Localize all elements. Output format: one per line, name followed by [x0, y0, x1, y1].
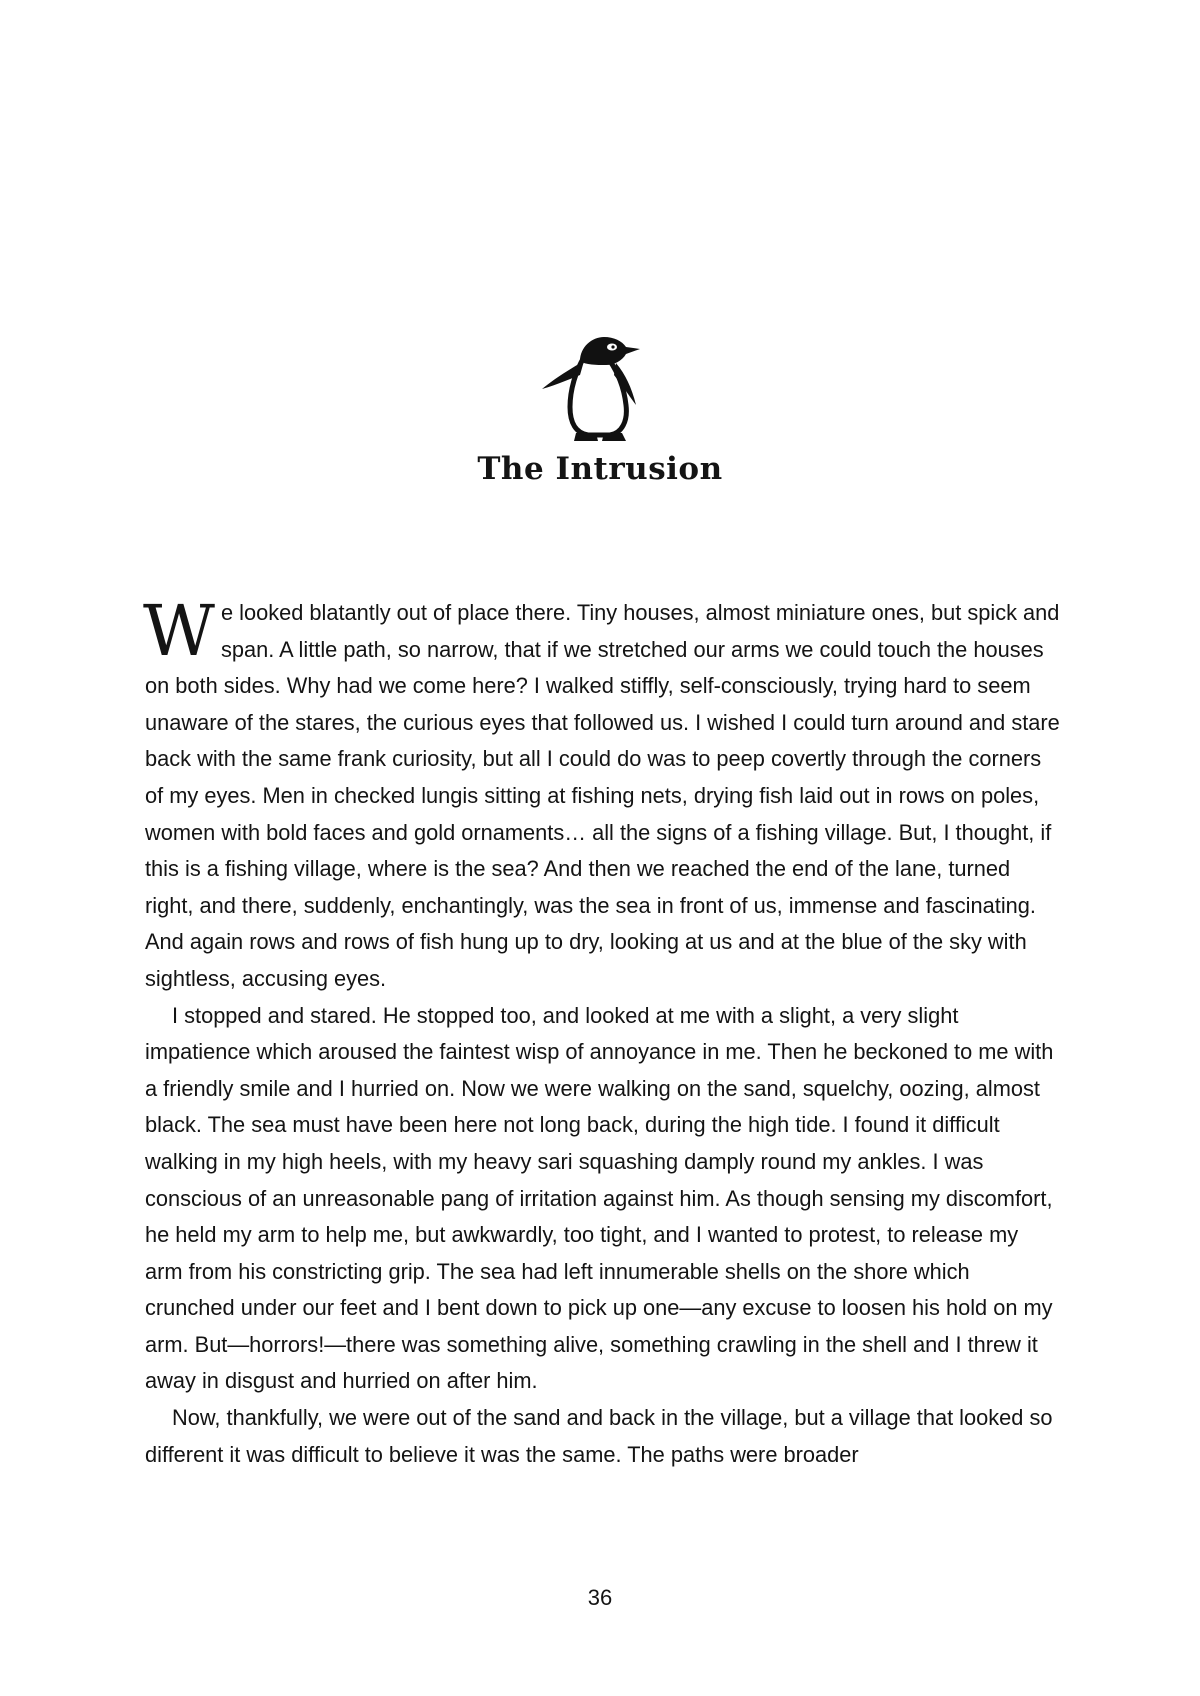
drop-cap: W	[143, 590, 215, 672]
paragraph	[143, 590, 1060, 998]
page-number: 36	[587, 1585, 613, 1610]
chapter-title: The Intrusion	[477, 451, 723, 487]
body-text	[143, 590, 1060, 1473]
penguin-icon	[540, 327, 660, 445]
paragraph: Now, thankfully, we were out of the sand and back in the village, but a village that looked so different it was difficult to believe it was the same. The paths were broader	[145, 1405, 1053, 1467]
paragraph-text: e looked blatantly out of place there. Tiny houses, almost miniature ones, but spick and span. A little path, so narrow, that if we stretched our arms we could touch the houses on both sides. Why had we come here? I walked stiffly, self-consciously, trying hard to seem unaware of the stares, the curious eyes that followed us. I wished I could turn around and stare back with the same frank curiosity, but all I could do was to peep covertly through the corners of my eyes. Men in checked lungis sitting at fishing nets, drying fish laid out in rows on poles, women with bold faces and gold ornaments… all the signs of a fishing village. But, I thought, if this is a fishing village, where is the sea? And then we reached the end of the lane, turned right, and there, suddenly, enchantingly, was the sea in front of us, immense and fascinating. And again rows and rows of fish hung up to dry, looking at us and at the blue of the sky with sightless, accusing eyes.	[145, 600, 1060, 991]
paragraph: I stopped and stared. He stopped too, and looked at me with a slight, a very slight impatience which aroused the faintest wisp of annoyance in me. Then he beckoned to me with a friendly smile and I hurried on. Now we were walking on the sand, squelchy, oozing, almost black. The sea must have been here not long back, during the high tide. I found it difficult walking in my high heels, with my heavy sari squashing damply round my ankles. I was conscious of an unreasonable pang of irritation against him. As though sensing my discomfort, he held my arm to help me, but awkwardly, too tight, and I wanted to protest, to release my arm from his constricting grip. The sea had left innumerable shells on the shore which crunched under our feet and I bent down to pick up one—any excuse to loosen his hold on my arm. But—horrors!—there was something alive, something crawling in the shell and I threw it away in disgust and hurried on after him.	[145, 1002, 1054, 1394]
